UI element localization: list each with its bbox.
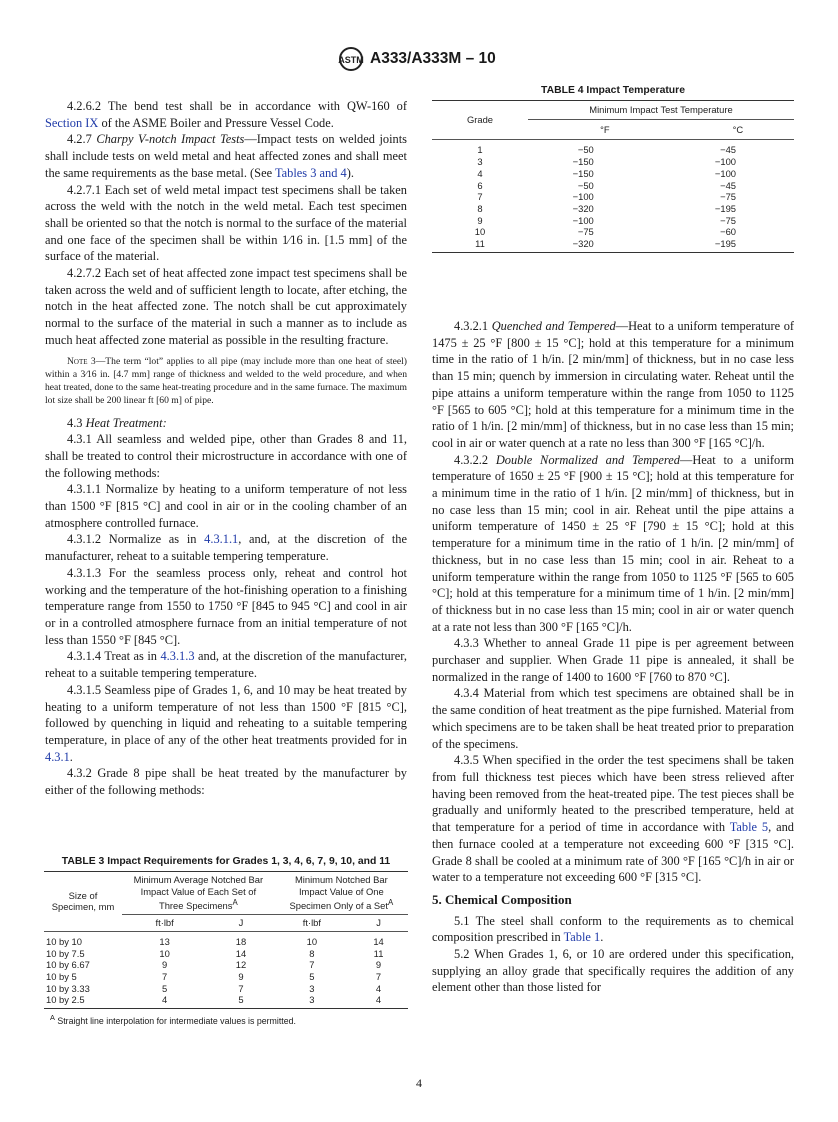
table-4 (432, 84, 794, 253)
paragraph (45, 531, 407, 564)
col-one: Minimum Notched Bar Impact Value of One Specimen Only of a Set (289, 874, 388, 912)
paragraph (432, 752, 794, 886)
table-cell: 10 (474, 226, 486, 238)
text-segment: —Impact tests on welded joints shall include tests on weld metal and heat affected zones and shall meet the same requirements as the base metal. (See (45, 132, 407, 180)
table-cell: 8 (477, 202, 483, 214)
table-3-footnote: $^A$ Straight line interpolation for intermediate values is permitted. (50, 1013, 296, 1027)
paragraph (45, 182, 407, 266)
text-segment: 4.2.6.2 The bend test shall be in accordance with QW-160 of (67, 99, 407, 113)
table-cell: 3 (477, 156, 483, 168)
text-segment: 4.3.2.2 (454, 452, 496, 467)
table-row (432, 215, 794, 227)
table-cell: 5 (238, 994, 244, 1006)
cross-reference-link[interactable]: Tables 3 and 4 (274, 165, 347, 180)
text-segment: 4.2.7.1 Each set of weld metal impact test specimens shall be taken across the weld with the notch in the weld metal. Each test specimen shall be oriented so that the notch is normal to the surface of the material and one face of the specimen shall be within 1⁄16 in. [1.5 mm] of the surface of the material. (45, 182, 407, 264)
table-4-caption: TABLE 4 Impact Temperature (541, 85, 685, 96)
table-row (432, 191, 794, 203)
table-cell: 7 (477, 191, 483, 203)
table-cell: 9 (375, 959, 382, 971)
table-cell: 9 (162, 959, 168, 971)
table-cell: 10 (306, 935, 318, 947)
text-segment: 4.3.3 Whether to anneal Grade 11 pipe is per agreement between purchaser and supplier. When Grade 11 pipe is annealed, it shall be normalized in the range of 1400 to 1600 °F [760 to 870 °C]. (432, 636, 794, 684)
table-cell: −150 (572, 156, 594, 168)
col-grade: Grade (432, 101, 528, 140)
text-segment: Quenched and Tempered (491, 319, 616, 333)
paragraph (45, 265, 407, 349)
table-row (44, 948, 408, 960)
paragraph (432, 635, 794, 685)
unit-header: J (207, 915, 274, 932)
table-cell: 7 (238, 982, 244, 994)
table-cell: −195 (714, 202, 736, 214)
text-segment: 3—The term “lot” applies to all pipe (may include more than one heat of steel) within a 3⁄16 in. [4.7 mm] range of thickness and welded to the weld procedure, and when heat treated, done to the same heat-treating procedure and in the same furnace. The maximum lot size shall be 200 linear ft [60 m] of pipe. (45, 355, 407, 406)
table-row (44, 971, 408, 983)
table-cell: 5 (162, 982, 168, 994)
table-cell: 10 by 2.5 (46, 994, 85, 1006)
text-segment: 4.3.4 Material from which test specimens are obtained shall be in the same condition of heat treatment as the pipe furnished. Material from which specimens are to be taken shall be heat treated prior to preparation of the specimens. (432, 686, 794, 751)
table-cell: 10 by 10 (46, 935, 82, 947)
table-cell: −100 (714, 156, 736, 168)
table-cell: −75 (577, 226, 594, 238)
text-segment: —Heat to a uniform temperature of 1475 ± 25 °F [800 ± 15 °C]; hold at this temperature for a minimum time in the ratio of 1 h/in. [2 min/mm] of thickness, but in no case less than 15 min; quench by immersion in circulating water. Reheat until the pipe attains a uniform temperature within the range from 1050 to 1125 °F [565 to 605 °C]; hold at this temperature for a minimum time in the ratio of 1 h/in. [2 min/mm] of thickness, but in no case less than 15 min; cool in air or water quench at a rate no less than 300 °F [165 °C]/h. (432, 319, 795, 450)
text-segment: . (69, 749, 73, 764)
text-segment: Charpy V-notch Impact Tests (96, 132, 245, 147)
paragraph (432, 452, 794, 636)
unit-header: °C (682, 119, 794, 140)
page-header (338, 46, 496, 72)
paragraph (45, 682, 407, 766)
paragraph (432, 946, 794, 996)
table-cell: −100 (572, 191, 594, 203)
table-cell: 5 (309, 971, 315, 983)
table-cell: 8 (309, 947, 315, 959)
text-segment: 4.3.1.2 Normalize as in (67, 532, 205, 547)
text-segment: 5.1 The steel shall conform to the requirements as to chemical composition prescribed in (432, 913, 794, 945)
table-cell: 7 (162, 971, 168, 983)
paragraph (45, 415, 407, 432)
paragraph (45, 765, 407, 798)
section-5-heading: 5. Chemical Composition (432, 891, 572, 907)
text-segment: 4.3.2 Grade 8 pipe shall be heat treated by the manufacturer by either of the following methods: (45, 766, 407, 798)
table-cell: 18 (235, 935, 247, 947)
table-cell: 10 (159, 947, 170, 959)
table-row (432, 226, 794, 238)
table-cell: 4 (162, 994, 168, 1006)
text-segment: of the ASME Boiler and Pressure Vessel Code. (98, 115, 334, 130)
table-row (432, 168, 794, 180)
fn-mark: A (232, 898, 238, 908)
table-cell: −100 (714, 167, 736, 179)
table-cell: −75 (720, 214, 736, 226)
table-row (44, 983, 408, 995)
table-cell: 14 (235, 947, 247, 959)
cross-reference-link[interactable]: Section IX (45, 115, 99, 130)
unit-header: °F (528, 119, 682, 140)
text-segment: 4.3 (67, 415, 86, 430)
table-cell: 3 (309, 994, 315, 1006)
table-row (432, 140, 794, 156)
cross-reference-link[interactable]: Table 1 (563, 930, 601, 945)
table-cell: −195 (714, 238, 736, 250)
right-column (432, 318, 794, 996)
table-cell: −50 (577, 144, 594, 156)
cross-reference-link[interactable]: Table 5 (729, 820, 769, 835)
text-segment: 4.3.5 When specified in the order the test specimens shall be taken from full thickness test pieces which have been stress relieved after having been removed from the heat-treated pipe. The test pieces shall be gradually and uniformly heated to the prescribed temperature, held at that temperature for a period of time in accordance with (432, 753, 794, 835)
paragraph (432, 685, 794, 752)
table-cell: −150 (572, 167, 594, 179)
text-segment: , and, at the discretion of the manufacturer, reheat to a suitable tempering temperature. (45, 532, 407, 564)
table-cell: −100 (572, 214, 594, 226)
paragraph (45, 131, 407, 181)
table-cell: −60 (720, 226, 736, 238)
text-segment: 5.2 When Grades 1, 6, or 10 are ordered under this specification, supplying an alloy grade that specifically requires the addition of any element other than those listed for (432, 947, 794, 995)
text-segment: , and then furnace cooled at a temperature not exceeding 600 °F [315 °C]. Grade 8 shall be cooled at a minimum rate of 300 °F [165 °C]/h in air or water to a temperature not exceeding 600 °F [315 °C]. (432, 820, 794, 885)
table-cell: 6 (477, 179, 483, 191)
astm-logo-icon (338, 46, 364, 72)
table-cell: 9 (477, 214, 483, 226)
fn-mark: A (387, 898, 394, 908)
left-column (45, 98, 407, 799)
table-row (432, 180, 794, 192)
cross-reference-link[interactable]: 4.3.1.1 (204, 532, 239, 547)
text-segment: 4.3.1 All seamless and welded pipe, other than Grades 8 and 11, shall be treated to control their microstructure in accordance with one of the following methods: (45, 432, 407, 480)
table-3 (44, 855, 408, 1026)
table-row (432, 156, 794, 168)
text-segment: 4.3.1.1 Normalize by heating to a uniform temperature of not less than 1500 °F [815 °C] and cool in air or in the cooling chamber of an atmosphere controlled furnace. (45, 482, 407, 530)
text-segment: Heat Treatment: (85, 415, 167, 430)
text-segment: ). (346, 165, 354, 180)
table-cell: 4 (477, 167, 483, 179)
table-cell: 3 (309, 982, 315, 994)
table-cell: 1 (477, 144, 483, 156)
text-segment: 4.2.7.2 Each set of heat affected zone impact test specimens shall be taken across the weld and of sufficient length to locate, after etching, the notch in the heat affected zone. The notch shall be cut approximately normal to the surface of the material in such a manner as to include as much heat affected zone material as possible in the resulting fracture. (45, 266, 407, 347)
paragraph (45, 648, 407, 681)
table-cell: 13 (159, 935, 170, 947)
unit-header: ft·lbf (275, 915, 349, 932)
table-cell: 11 (475, 238, 485, 250)
paragraph (45, 481, 407, 531)
table-cell: −320 (572, 202, 594, 214)
table-row (432, 203, 794, 215)
table-cell: −45 (720, 144, 736, 156)
table-row (432, 238, 794, 252)
paragraph (45, 98, 407, 131)
table-cell: 12 (235, 959, 247, 971)
text-segment: 4.3.2.1 (454, 319, 492, 333)
table-row (44, 994, 408, 1008)
table-cell: −320 (572, 238, 594, 250)
unit-header: ft·lbf (122, 915, 207, 932)
page-number: 4 (416, 1076, 422, 1090)
cross-reference-link[interactable]: 4.3.1 (45, 749, 70, 764)
text-segment: Double Normalized and Tempered (495, 452, 680, 467)
table-cell: 10 by 5 (46, 971, 77, 983)
text-segment: and, at the discretion of the manufacturer, reheat to a suitable tempering temperature. (45, 649, 407, 681)
table-cell: 14 (373, 935, 384, 947)
table-cell: 9 (238, 971, 244, 983)
note-3 (45, 355, 407, 407)
table-cell: 10 by 6.67 (46, 959, 90, 971)
text-segment: Note (67, 355, 88, 367)
cross-reference-link[interactable]: 4.3.1.3 (160, 649, 195, 664)
paragraph (45, 565, 407, 649)
table-cell: −45 (720, 179, 736, 191)
col-size: Size of Specimen, mm (44, 872, 122, 932)
text-segment: 4.3.1.5 Seamless pipe of Grades 1, 6, and 10 may be heat treated by heating to a uniform temperature of not less than 1500 °F [815 °C], followed by quenching in liquid and reheating to a suitable tempering temperature, in place of any of the other heat treatments provided for in (45, 682, 407, 747)
col-avg: Minimum Average Notched Bar Impact Value of Each Set of Three Specimens (133, 874, 264, 912)
table-cell: −50 (577, 179, 594, 191)
paragraph (432, 913, 794, 946)
table-cell: 11 (373, 947, 384, 959)
paragraph (432, 318, 794, 452)
text-segment: . (600, 930, 604, 945)
text-segment: —Heat to a uniform temperature of 1650 ± 25 °F [900 ± 15 °C]; hold at this temperature for a minimum time in the ratio of 1 h/in. [2 min/mm] of thickness, but in no case less than 15 min; cool in air. Reheat until the pipe attains a uniform temperature of 1450 ± 25 °F [790 ± 15 °C]; hold at this temperature for a minimum time in the ratio of 1 h/in. [2 min/mm] of thickness, but in no case less than 15 min; cool in air. Reheat to a uniform temperature within the range from 1050 to 1125 °F [565 to 605 °C]; hold at this temperature for a minimum time of 1 h/in. [2 min/mm] of thickness but in no case less than 15 min; cool in air or water quench at a rate not less than 300 °F [165 °C]/h. (432, 452, 794, 634)
table-cell: 4 (375, 982, 382, 994)
table-cell: 7 (375, 971, 382, 983)
table-cell: −75 (720, 191, 736, 203)
table-row (44, 931, 408, 947)
col-group: Minimum Impact Test Temperature (528, 101, 794, 120)
text-segment: 4.2.7 (67, 132, 97, 147)
paragraph (45, 431, 407, 481)
table-cell: 10 by 7.5 (46, 947, 85, 959)
table-cell: 10 by 3.33 (46, 982, 90, 994)
text-segment: 4.3.1.3 For the seamless process only, reheat and control hot working and the temperature of the hot-finishing operation to a finishing temperature range from 1550 to 1750 °F [845 to 945 °C] and cool in air or in a controlled atmosphere furnace from an initial temperature of not less than 1550 °F [845 °C]. (45, 565, 407, 647)
document-designation: A333/A333M – 10 (370, 50, 496, 67)
table-cell: 7 (309, 959, 315, 971)
svg-text:ASTM: ASTM (338, 55, 364, 65)
text-segment: 4.3.1.4 Treat as in (67, 649, 161, 664)
table-3-caption: TABLE 3 Impact Requirements for Grades 1, 3, 4, 6, 7, 9, 10, and 11 (61, 856, 391, 867)
unit-header: J (349, 915, 408, 932)
table-row (44, 959, 408, 971)
table-cell: 4 (375, 994, 382, 1006)
